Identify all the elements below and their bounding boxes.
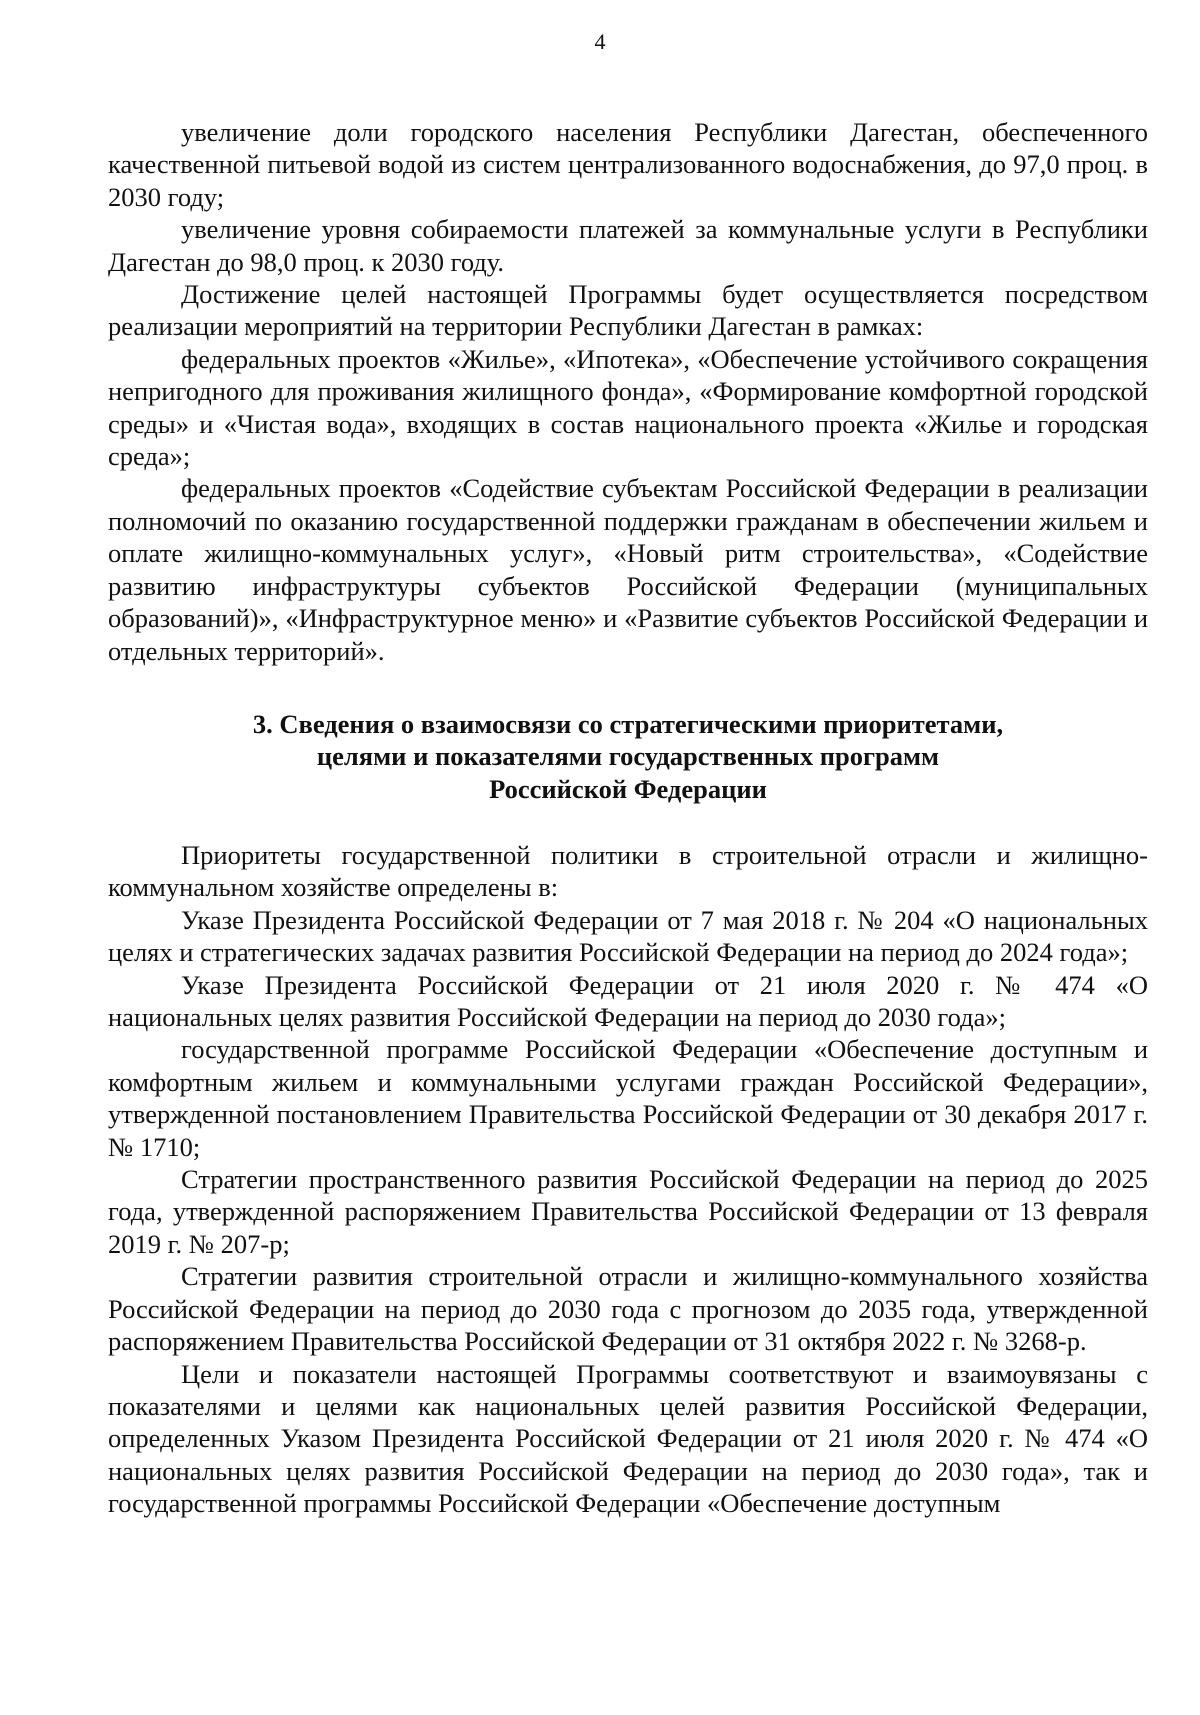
section-heading	[108, 708, 1148, 805]
paragraph: увеличение доли городского населения Республики Дагестан, обеспеченного качественной питьевой водой из систем централизованного водоснабжения, до 97,0 проц. в 2030 году;	[108, 117, 1148, 212]
paragraph: Приоритеты государственной политики в строительной отрасли и жилищно-коммунальном хозяйстве определены в:	[108, 840, 1148, 903]
paragraph: федеральных проектов «Содействие субъектам Российской Федерации в реализации полномочий по оказанию государственной поддержки гражданам в обеспечении жильем и оплате жилищно-коммунальных услуг», «Новый ритм строительства», «Содействие развитию инфраструктуры субъектов Российской Федерации (муниципальных образований)», «Инфраструктурное меню» и «Развитие субъектов Российской Федерации и отдельных территорий».	[108, 473, 1148, 666]
paragraph: Указе Президента Российской Федерации от 7 мая 2018 г. № 204 «О национальных целях и стратегических задачах развития Российской Федерации на период до 2024 года»;	[108, 904, 1148, 968]
paragraph: Цели и показатели настоящей Программы соответствуют и взаимоувязаны с показателями и целями как национальных целей развития Российской Федерации, определенных Указом Президента Российской Федерации от 21 июля 2020 г. № 474 «О национальных целях развития Российской Федерации на период до 2030 года», так и государственной программы Российской Федерации «Обеспечение доступным	[108, 1358, 1148, 1519]
paragraphs-before-section	[108, 116, 1148, 667]
paragraph: Стратегии развития строительной отрасли и жилищно-коммунального хозяйства Российской Федерации на период до 2030 года с прогнозом до 2035 года, утвержденной распоряжением Правительства Российской Федерации от 31 октября 2022 г. № 3268-р.	[108, 1261, 1148, 1357]
section-heading-line: Российской Федерации	[489, 773, 767, 804]
section-3-paragraphs	[108, 839, 1148, 1520]
paragraph: федеральных проектов «Жилье», «Ипотека», «Обеспечение устойчивого сокращения непригодного для проживания жилищного фонда», «Формирование комфортной городской среды» и «Чистая вода», входящих в состав национального проекта «Жилье и городская среда»;	[108, 343, 1148, 472]
paragraph: Указе Президента Российской Федерации от 21 июля 2020 г. № 474 «О национальных целях развития Российской Федерации на период до 2030 года»;	[108, 969, 1148, 1033]
page-number: 4	[594, 29, 606, 54]
section-heading-line: целями и показателями государственных программ	[316, 741, 940, 772]
paragraph: Стратегии пространственного развития Российской Федерации на период до 2025 года, утвержденной распоряжением Правительства Российской Федерации от 13 февраля 2019 г. № 207-р;	[108, 1164, 1148, 1259]
paragraph: Достижение целей настоящей Программы будет осуществляется посредством реализации мероприятий на территории Республики Дагестан в рамках:	[108, 279, 1148, 342]
paragraph: государственной программе Российской Федерации «Обеспечение доступным и комфортным жильем и коммунальными услугами граждан Российской Федерации», утвержденной постановлением Правительства Российской Федерации от 30 декабря 2017 г. № 1710;	[108, 1034, 1148, 1162]
paragraph: увеличение уровня собираемости платежей за коммунальные услуги в Республики Дагестан до 98,0 проц. к 2030 году.	[108, 214, 1148, 277]
section-heading-line: 3. Сведения о взаимосвязи со стратегическими приоритетами,	[252, 709, 1004, 739]
